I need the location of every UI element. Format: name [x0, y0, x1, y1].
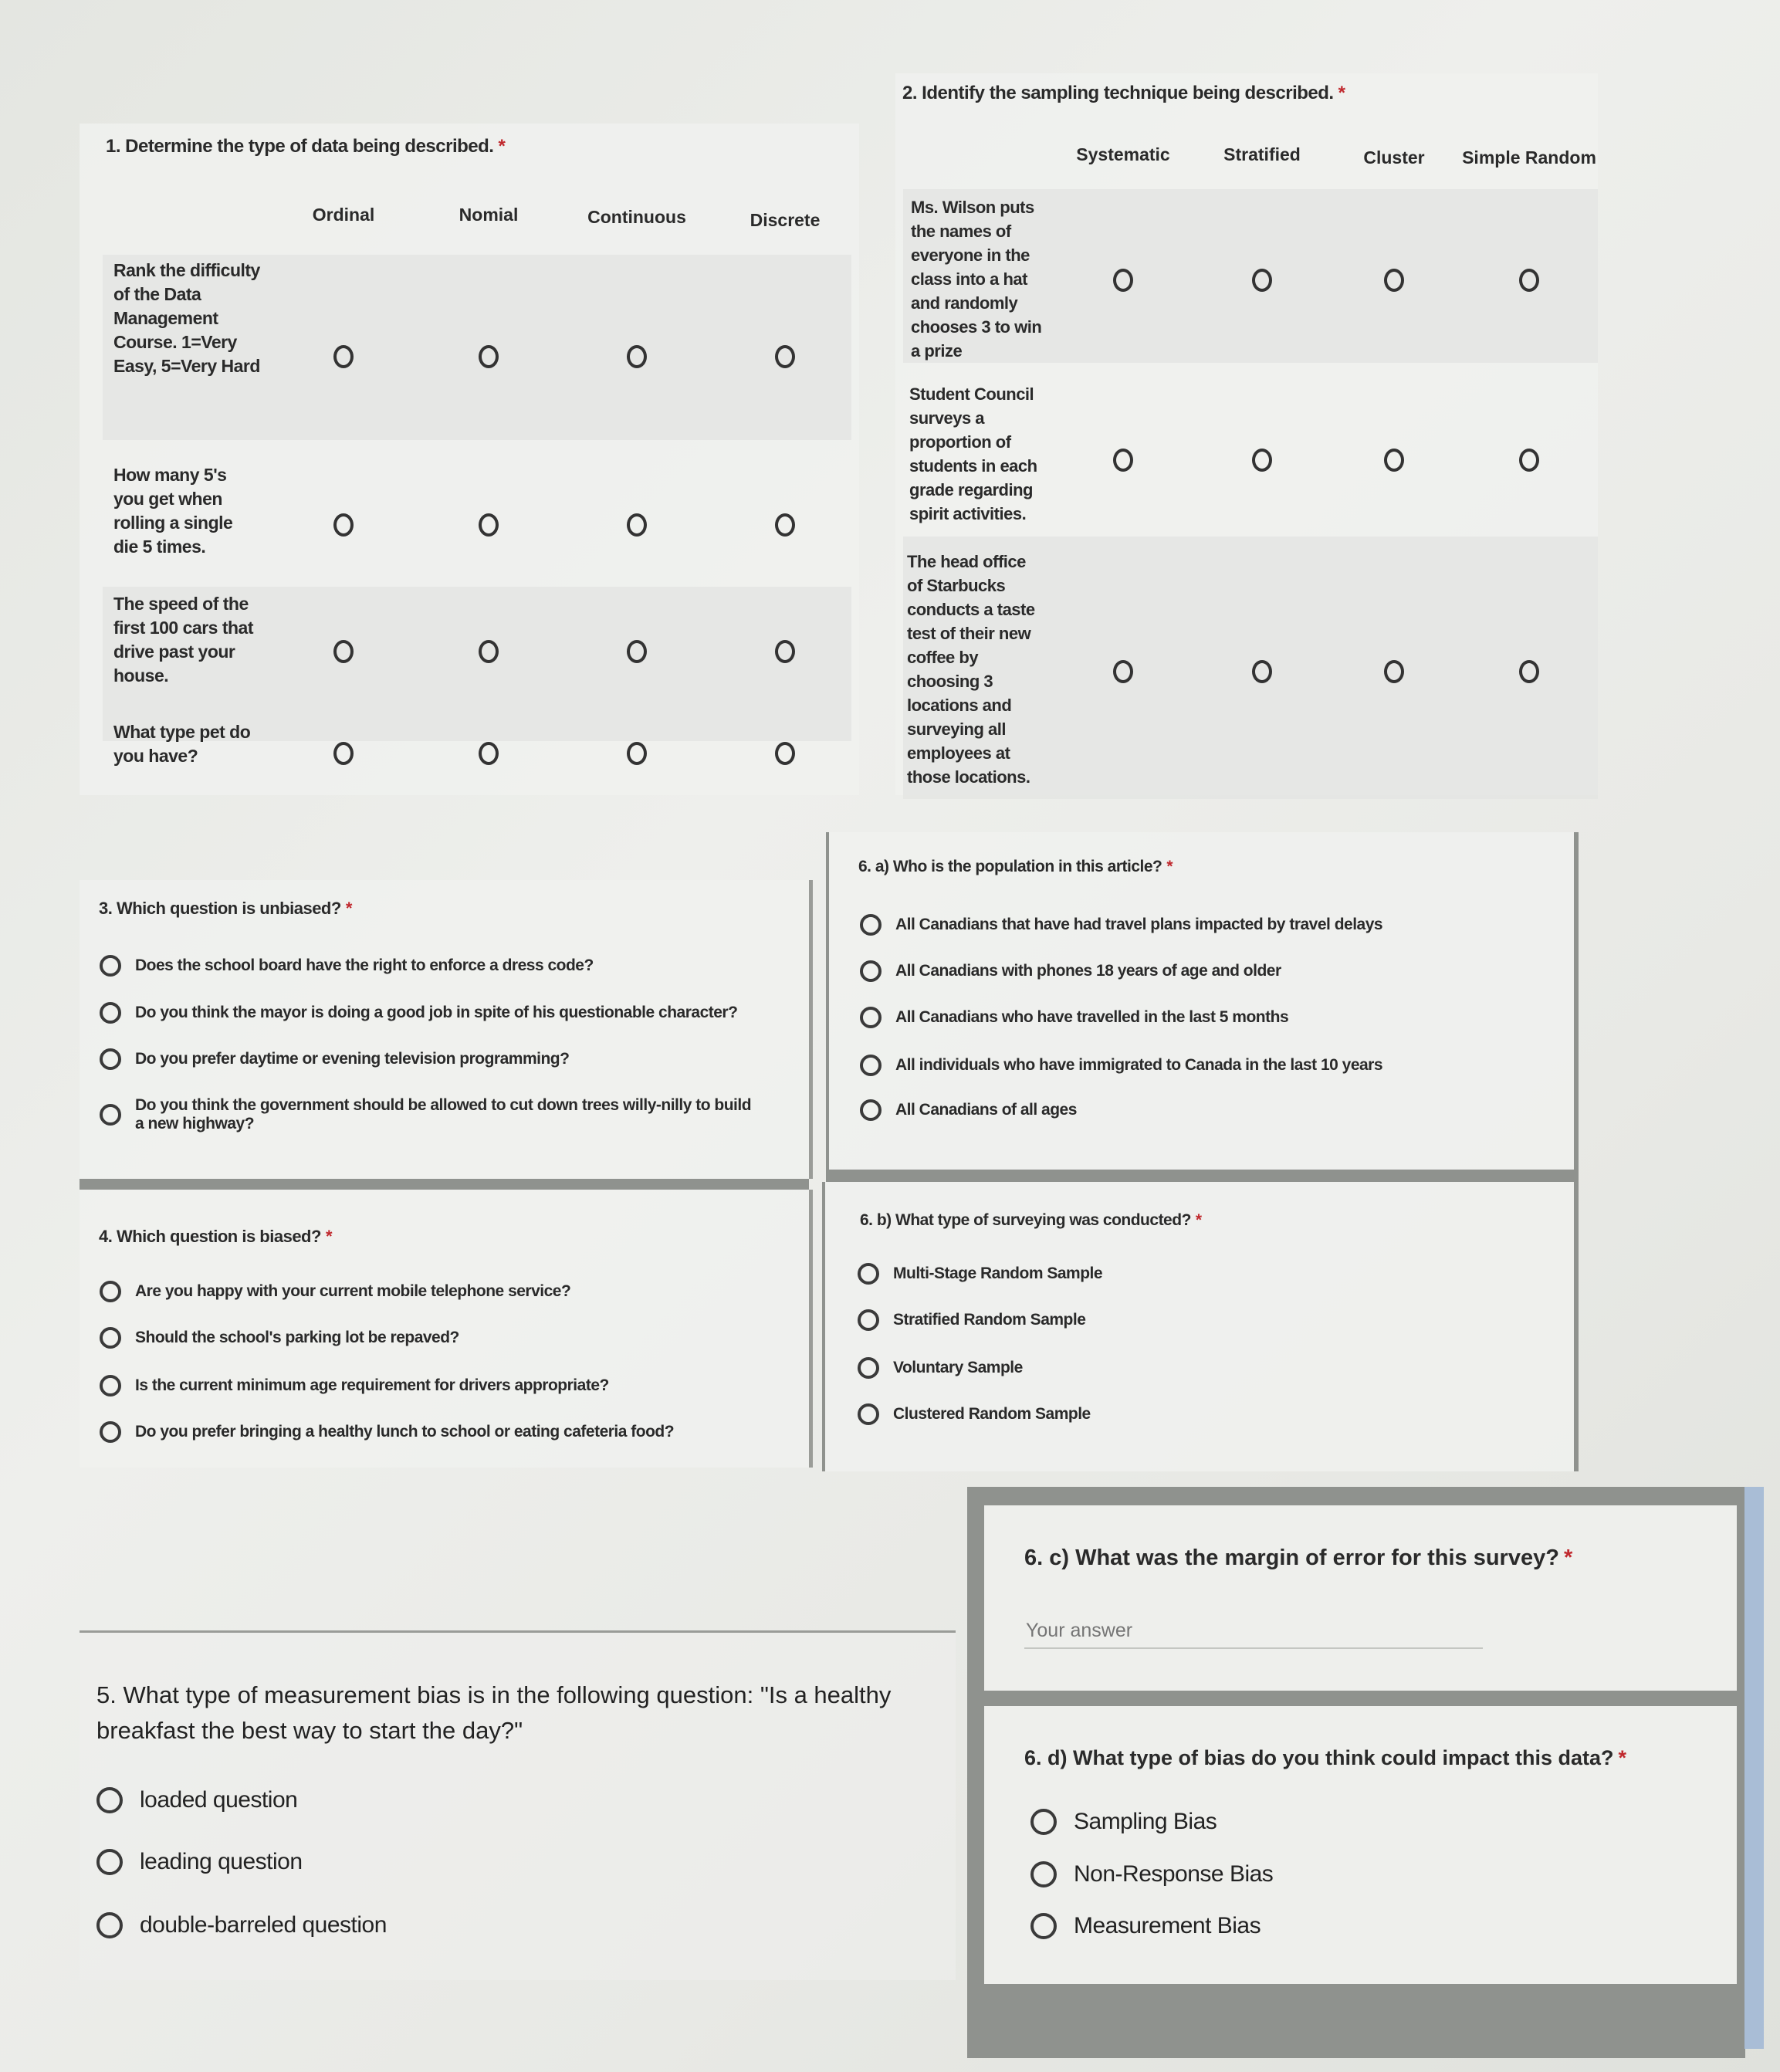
option-label: Stratified Random Sample [893, 1311, 1086, 1329]
section-divider [80, 1179, 809, 1190]
question-4-title [99, 1227, 332, 1247]
question-6b-title [860, 1211, 1202, 1230]
question-3-title [99, 899, 352, 919]
option-1[interactable] [96, 1787, 297, 1813]
option-2[interactable] [100, 1002, 737, 1024]
question-5-title [96, 1678, 961, 1749]
option-4[interactable] [858, 1403, 1091, 1425]
question-6c-title [1024, 1546, 1572, 1571]
required-mark: * [1563, 1546, 1573, 1570]
grid-radio-r2-c2[interactable] [1252, 449, 1272, 472]
radio-button[interactable] [96, 1912, 123, 1938]
option-3[interactable] [1030, 1913, 1261, 1939]
required-mark: * [1338, 83, 1345, 103]
option-2[interactable] [860, 960, 1281, 982]
question-title-text: 4. Which question is biased? [99, 1227, 321, 1246]
option-3[interactable] [96, 1912, 387, 1938]
radio-button[interactable] [1030, 1861, 1057, 1887]
question-1-title [106, 136, 505, 157]
radio-button[interactable] [100, 1281, 121, 1302]
radio-button[interactable] [100, 1375, 121, 1397]
grid-radio-r4-c4[interactable] [775, 742, 795, 765]
radio-button[interactable] [96, 1849, 123, 1875]
radio-button[interactable] [860, 1099, 882, 1121]
option-3[interactable] [860, 1007, 1288, 1028]
option-label: double-barreled question [140, 1912, 387, 1938]
grid-radio-r2-c3[interactable] [627, 513, 647, 537]
required-mark: * [1618, 1746, 1627, 1769]
grid-radio-r4-c2[interactable] [479, 742, 499, 765]
question-2-card [895, 73, 1598, 795]
section-divider [826, 1170, 1579, 1182]
option-1[interactable] [100, 955, 594, 977]
option-label: Do you think the mayor is doing a good job in spite of his questionable character? [135, 1004, 738, 1021]
option-1[interactable] [860, 914, 1382, 936]
option-5[interactable] [860, 1099, 1077, 1121]
radio-button[interactable] [100, 1104, 121, 1126]
row-label: Rank the difficulty of the Data Management Course. 1=Very Easy, 5=Very Hard [113, 260, 260, 376]
radio-button[interactable] [100, 1002, 121, 1024]
option-label: Does the school board have the right to enforce a dress code? [135, 956, 594, 974]
grid-radio-r3-c1[interactable] [333, 640, 354, 663]
grid-radio-r2-c1[interactable] [1113, 449, 1133, 472]
grid-radio-r2-c3[interactable] [1384, 449, 1404, 472]
option-label: Voluntary Sample [893, 1359, 1023, 1376]
grid-radio-r1-c2[interactable] [479, 345, 499, 368]
option-label: All Canadians who have travelled in the last 5 months [895, 1008, 1289, 1026]
column-simple-random: Simple Random [1462, 147, 1596, 168]
option-label: Sampling Bias [1074, 1809, 1217, 1834]
question-6d-card [984, 1706, 1737, 1984]
option-label: Measurement Bias [1074, 1913, 1261, 1938]
option-3[interactable] [100, 1375, 609, 1397]
radio-button[interactable] [860, 1055, 882, 1076]
option-4[interactable] [100, 1421, 674, 1443]
question-title-text: 6. d) What type of bias do you think could impact this data? [1024, 1746, 1614, 1769]
grid-radio-r2-c4[interactable] [1519, 449, 1539, 472]
question-6d-title [1024, 1746, 1626, 1770]
grid-radio-r4-c3[interactable] [627, 742, 647, 765]
radio-button[interactable] [100, 1327, 121, 1349]
question-title-text: 6. b) What type of surveying was conducted? [860, 1211, 1191, 1229]
required-mark: * [345, 899, 352, 918]
radio-button[interactable] [100, 955, 121, 977]
required-mark: * [325, 1227, 332, 1246]
option-2[interactable] [96, 1849, 303, 1875]
option-label: leading question [140, 1849, 303, 1874]
radio-button[interactable] [860, 960, 882, 982]
radio-button[interactable] [1030, 1809, 1057, 1835]
question-1-card [80, 124, 859, 795]
option-label: Do you think the government should be allowed to cut down trees willy-nilly to build a new highway? [135, 1096, 752, 1132]
radio-button[interactable] [858, 1357, 879, 1379]
radio-button[interactable] [858, 1309, 879, 1331]
option-label: All Canadians with phones 18 years of age and older [895, 962, 1281, 980]
question-title-text: 6. a) Who is the population in this article? [858, 858, 1162, 875]
accent-bar [1744, 1487, 1764, 2049]
required-mark: * [1195, 1211, 1202, 1229]
row-label: Student Council surveys a proportion of students in each grade regarding spirit activities. [909, 384, 1037, 523]
option-1[interactable] [1030, 1809, 1217, 1835]
column-systematic: Systematic [1076, 144, 1170, 164]
option-label: Do you prefer bringing a healthy lunch to school or eating cafeteria food? [135, 1423, 675, 1441]
option-2[interactable] [100, 1327, 459, 1349]
grid-radio-r4-c1[interactable] [333, 742, 354, 765]
option-1[interactable] [858, 1263, 1102, 1285]
grid-radio-r1-c1[interactable] [1113, 269, 1133, 292]
option-2[interactable] [1030, 1861, 1273, 1887]
grid-radio-r1-c2[interactable] [1252, 269, 1272, 292]
question-6a-card [826, 832, 1579, 1170]
question-4-card [80, 1190, 813, 1468]
column-nomial: Nomial [459, 205, 519, 225]
option-1[interactable] [100, 1281, 570, 1302]
question-5-card [80, 1633, 956, 1980]
question-title-text: 2. Identify the sampling technique being described. [902, 83, 1334, 103]
radio-button[interactable] [1030, 1913, 1057, 1939]
grid-radio-r1-c4[interactable] [775, 345, 795, 368]
grid-radio-r2-c1[interactable] [333, 513, 354, 537]
row-label: What type pet do you have? [113, 722, 251, 766]
radio-button[interactable] [860, 1007, 882, 1028]
option-label: Multi-Stage Random Sample [893, 1265, 1103, 1282]
grid-radio-r3-c3[interactable] [1384, 660, 1404, 683]
grid-radio-r1-c3[interactable] [627, 345, 647, 368]
option-4[interactable] [860, 1055, 1382, 1076]
grid-radio-r1-c1[interactable] [333, 345, 354, 368]
radio-button[interactable] [858, 1403, 879, 1425]
margin-of-error-input[interactable] [1024, 1613, 1483, 1649]
grid-radio-r3-c4[interactable] [1519, 660, 1539, 683]
question-3-card [80, 880, 813, 1179]
grid-radio-r3-c1[interactable] [1113, 660, 1133, 683]
question-title-text: 1. Determine the type of data being described. [106, 136, 494, 157]
grid-radio-r3-c4[interactable] [775, 640, 795, 663]
radio-button[interactable] [860, 914, 882, 936]
question-title-text: 3. Which question is unbiased? [99, 899, 341, 918]
option-label: Should the school's parking lot be repaved? [135, 1329, 459, 1346]
grid-radio-r1-c4[interactable] [1519, 269, 1539, 292]
option-3[interactable] [100, 1048, 569, 1070]
option-label: Is the current minimum age requirement for drivers appropriate? [135, 1376, 609, 1394]
radio-button[interactable] [100, 1048, 121, 1070]
column-discrete: Discrete [750, 210, 821, 230]
column-continuous: Continuous [587, 207, 686, 227]
option-2[interactable] [858, 1309, 1085, 1331]
row-label: How many 5's you get when rolling a single die 5 times. [113, 465, 233, 557]
question-6b-card [822, 1182, 1579, 1471]
radio-button[interactable] [96, 1787, 123, 1813]
grid-radio-r2-c2[interactable] [479, 513, 499, 537]
column-cluster: Cluster [1363, 147, 1425, 168]
option-label: Clustered Random Sample [893, 1405, 1091, 1423]
row-label: The head office of Starbucks conducts a taste test of their new coffee by choosing 3 locations and surveying all employees at those locations. [907, 552, 1035, 787]
question-6a-title [858, 858, 1173, 876]
option-4[interactable] [100, 1096, 763, 1133]
column-ordinal: Ordinal [312, 205, 375, 225]
option-label: All Canadians that have had travel plans impacted by travel delays [895, 916, 1383, 933]
row-label: Ms. Wilson puts the names of everyone in the class into a hat and randomly chooses 3 to win a prize [911, 198, 1042, 361]
option-label: All individuals who have immigrated to Canada in the last 10 years [895, 1056, 1383, 1074]
grid-radio-r3-c2[interactable] [1252, 660, 1272, 683]
question-title-text: 6. c) What was the margin of error for this survey? [1024, 1546, 1559, 1570]
row-label: The speed of the first 100 cars that drive past your house. [113, 594, 253, 686]
grid-radio-r3-c2[interactable] [479, 640, 499, 663]
grid-radio-r3-c3[interactable] [627, 640, 647, 663]
radio-button[interactable] [100, 1421, 121, 1443]
required-mark: * [1166, 858, 1173, 875]
option-label: All Canadians of all ages [895, 1101, 1077, 1119]
option-label: Non-Response Bias [1074, 1861, 1274, 1887]
question-6c-card [984, 1505, 1737, 1691]
option-label: Do you prefer daytime or evening television programming? [135, 1050, 570, 1068]
option-label: Are you happy with your current mobile telephone service? [135, 1282, 571, 1300]
grid-radio-r2-c4[interactable] [775, 513, 795, 537]
option-label: loaded question [140, 1787, 298, 1813]
question-2-title [902, 83, 1345, 104]
question-title-text: 5. What type of measurement bias is in the following question: "Is a healthy breakfast the best way to start the day?" [96, 1681, 892, 1744]
column-stratified: Stratified [1223, 144, 1301, 164]
grid-radio-r1-c3[interactable] [1384, 269, 1404, 292]
option-3[interactable] [858, 1357, 1023, 1379]
radio-button[interactable] [858, 1263, 879, 1285]
required-mark: * [498, 136, 506, 157]
